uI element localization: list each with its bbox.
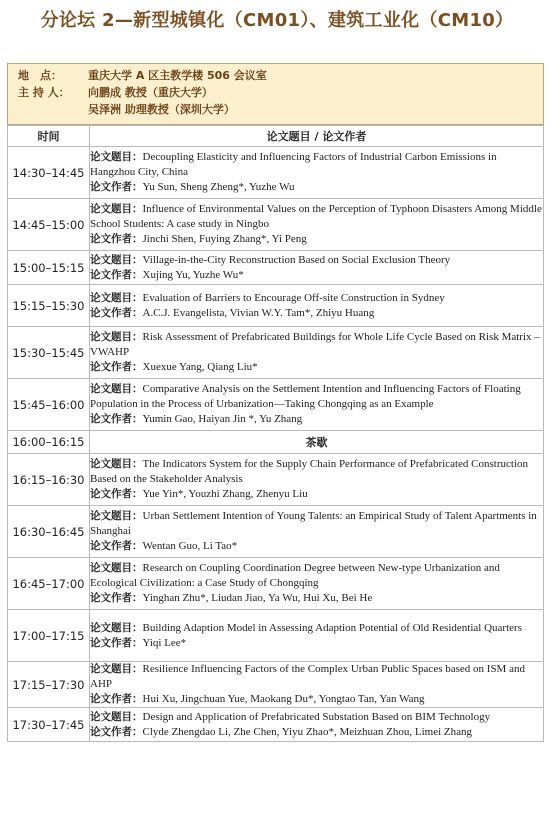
paper-authors-line xyxy=(90,180,543,195)
time-column-header: 时间 xyxy=(8,126,90,147)
paper-authors-line xyxy=(90,268,543,283)
host-row xyxy=(18,84,543,101)
paper-authors-label: 论文作者： xyxy=(90,413,143,425)
paper-title-label: 论文题目： xyxy=(90,621,143,634)
paper-title-line xyxy=(90,561,543,591)
paper-authors: Clyde Zhengdao Li, Zhe Chen, Yiyu Zhao*, Meizhuan Zhou, Limei Zhang xyxy=(142,725,473,738)
paper-cell xyxy=(90,285,544,327)
paper-title: Risk Assessment of Prefabricated Buildings for Whole Life Cycle Based on Risk Matrix – VWAHP xyxy=(90,331,540,358)
paper-authors-line xyxy=(90,232,543,247)
paper-cell xyxy=(90,251,544,285)
paper-authors-line xyxy=(90,636,543,651)
paper-title-label: 论文题目： xyxy=(90,151,143,163)
paper-title: Building Adaption Model in Assessing Adaption Potential of Old Residential Quarters xyxy=(142,621,522,634)
break-time: 16:00–16:15 xyxy=(8,431,90,454)
table-row xyxy=(8,147,544,199)
schedule-rows xyxy=(8,147,544,742)
paper-authors-line xyxy=(90,487,543,502)
time-slot: 16:30–16:45 xyxy=(8,506,90,558)
paper-title: Influence of Environmental Values on the Perception of Typhoon Disasters Among Middle School Students: A case study in Ningbo xyxy=(90,203,542,230)
paper-authors-label: 论文作者： xyxy=(90,361,143,373)
table-row xyxy=(8,708,544,742)
table-row xyxy=(8,199,544,251)
paper-title-line xyxy=(90,202,543,232)
time-slot: 17:30–17:45 xyxy=(8,708,90,742)
time-slot: 15:30–15:45 xyxy=(8,327,90,379)
paper-authors: Hui Xu, Jingchuan Yue, Maokang Du*, Yongtao Tan, Yan Wang xyxy=(142,693,425,705)
paper-title-label: 论文题目： xyxy=(90,253,143,266)
paper-authors-line xyxy=(90,692,543,707)
table-row xyxy=(8,379,544,431)
time-slot: 16:45–17:00 xyxy=(8,558,90,610)
paper-authors-label: 论文作者： xyxy=(90,693,143,705)
schedule-table xyxy=(7,125,544,742)
paper-title: Research on Coupling Coordination Degree between New-type Urbanization and Ecological Civilization: a Case Study of Chongqing xyxy=(90,562,500,589)
paper-authors-line xyxy=(90,725,543,740)
paper-authors: Wentan Guo, Li Tao* xyxy=(142,540,238,552)
paper-authors-line xyxy=(90,412,543,427)
paper-authors-label: 论文作者： xyxy=(90,233,143,245)
paper-title: Resilience Influencing Factors of the Complex Urban Public Spaces based on ISM and AHP xyxy=(90,663,525,690)
paper-title-line xyxy=(90,150,543,180)
paper-title-label: 论文题目： xyxy=(90,331,143,343)
paper-authors-label: 论文作者： xyxy=(90,540,143,552)
table-row xyxy=(8,285,544,327)
paper-title-line xyxy=(90,662,543,692)
paper-title-line xyxy=(90,382,543,412)
paper-cell xyxy=(90,199,544,251)
paper-authors: Xuexue Yang, Qiang Liu* xyxy=(142,361,258,373)
session-info-box xyxy=(7,63,544,125)
paper-title-line xyxy=(90,253,543,268)
venue-label: 地 点： xyxy=(18,69,62,82)
paper-authors: Yu Sun, Sheng Zheng*, Yuzhe Wu xyxy=(142,181,295,193)
paper-cell xyxy=(90,558,544,610)
paper-title-line xyxy=(90,621,543,636)
paper-authors-line xyxy=(90,360,543,375)
paper-authors: Yinghan Zhu*, Liudan Jiao, Ya Wu, Hui Xu, Bei He xyxy=(142,592,373,604)
host-label: 主 持 人： xyxy=(18,86,70,99)
paper-title-line xyxy=(90,710,543,725)
time-slot: 15:45–16:00 xyxy=(8,379,90,431)
paper-cell xyxy=(90,379,544,431)
paper-title-label: 论文题目： xyxy=(90,510,143,522)
paper-cell xyxy=(90,708,544,742)
paper-authors-label: 论文作者： xyxy=(90,725,143,738)
paper-title: Village-in-the-City Reconstruction Based on Social Exclusion Theory xyxy=(142,253,451,266)
venue-row xyxy=(18,67,543,84)
paper-title-label: 论文题目： xyxy=(90,458,143,470)
host-value-2: 吴泽洲 助理教授（深圳大学） xyxy=(88,103,235,116)
paper-authors-label: 论文作者： xyxy=(90,488,143,500)
time-slot: 15:00–15:15 xyxy=(8,251,90,285)
table-header-row xyxy=(8,126,544,147)
time-slot: 14:30–14:45 xyxy=(8,147,90,199)
paper-title: Design and Application of Prefabricated Substation Based on BIM Technology xyxy=(142,710,491,723)
paper-title-line xyxy=(90,330,543,360)
table-row xyxy=(8,558,544,610)
paper-title: The Indicators System for the Supply Chain Performance of Prefabricated Construction Based on the Stakeholder Analysis xyxy=(90,458,529,485)
paper-authors: Yiqi Lee* xyxy=(142,636,187,649)
time-slot: 16:15–16:30 xyxy=(8,454,90,506)
venue-value: 重庆大学 A 区主教学楼 506 会议室 xyxy=(88,69,267,82)
paper-title: Urban Settlement Intention of Young Talents: an Empirical Study of Talent Apartments in Shanghai xyxy=(90,510,537,537)
paper-authors-line xyxy=(90,591,543,606)
table-row xyxy=(8,610,544,662)
paper-authors: Yue Yin*, Youzhi Zhang, Zhenyu Liu xyxy=(142,488,308,500)
time-slot: 17:00–17:15 xyxy=(8,610,90,662)
time-slot: 15:15–15:30 xyxy=(8,285,90,327)
paper-authors: A.C.J. Evangelista, Vivian W.Y. Tam*, Zhiyu Huang xyxy=(142,306,375,319)
paper-title: Decoupling Elasticity and Influencing Factors of Industrial Carbon Emissions in Hangzhou City, China xyxy=(90,151,497,178)
paper-title-label: 论文题目： xyxy=(90,291,143,304)
paper-title-label: 论文题目： xyxy=(90,383,143,395)
papers-column-header: 论文题目 / 论文作者 xyxy=(90,126,544,147)
paper-title-line xyxy=(90,509,543,539)
table-row xyxy=(8,454,544,506)
paper-title-line xyxy=(90,291,543,306)
paper-cell xyxy=(90,454,544,506)
time-slot: 17:15–17:30 xyxy=(8,662,90,708)
paper-title-label: 论文题目： xyxy=(90,203,143,215)
paper-cell xyxy=(90,506,544,558)
paper-cell xyxy=(90,327,544,379)
paper-cell xyxy=(90,147,544,199)
paper-title-label: 论文题目： xyxy=(90,562,143,574)
paper-title-line xyxy=(90,457,543,487)
paper-authors-label: 论文作者： xyxy=(90,306,143,319)
paper-authors-label: 论文作者： xyxy=(90,181,143,193)
paper-authors-line xyxy=(90,539,543,554)
paper-authors-label: 论文作者： xyxy=(90,592,143,604)
paper-authors-label: 论文作者： xyxy=(90,636,143,649)
host-value-1: 向鹏成 教授（重庆大学） xyxy=(88,86,213,99)
paper-cell xyxy=(90,610,544,662)
table-row xyxy=(8,506,544,558)
paper-title: Comparative Analysis on the Settlement Intention and Influencing Factors of Floating Population in the Process of Urbanization—Taking Chongqing as an Example xyxy=(90,383,521,410)
paper-authors: Yumin Gao, Haiyan Jin *, Yu Zhang xyxy=(142,413,303,425)
table-row xyxy=(8,327,544,379)
break-row xyxy=(8,431,544,454)
table-row xyxy=(8,662,544,708)
host-row-2 xyxy=(18,101,543,118)
paper-authors-line xyxy=(90,306,543,321)
paper-cell xyxy=(90,662,544,708)
paper-title-label: 论文题目： xyxy=(90,663,143,675)
paper-title: Evaluation of Barriers to Encourage Off-site Construction in Sydney xyxy=(142,291,445,304)
paper-authors: Jinchi Shen, Fuying Zhang*, Yi Peng xyxy=(142,233,307,245)
forum-title: 分论坛 2—新型城镇化（CM01）、建筑工业化（CM10） xyxy=(40,10,514,31)
paper-title-label: 论文题目： xyxy=(90,710,143,723)
table-row xyxy=(8,251,544,285)
paper-authors: Xujing Yu, Yuzhe Wu* xyxy=(142,268,244,281)
paper-authors-label: 论文作者： xyxy=(90,268,143,281)
break-label: 茶歇 xyxy=(90,431,544,454)
time-slot: 14:45–15:00 xyxy=(8,199,90,251)
